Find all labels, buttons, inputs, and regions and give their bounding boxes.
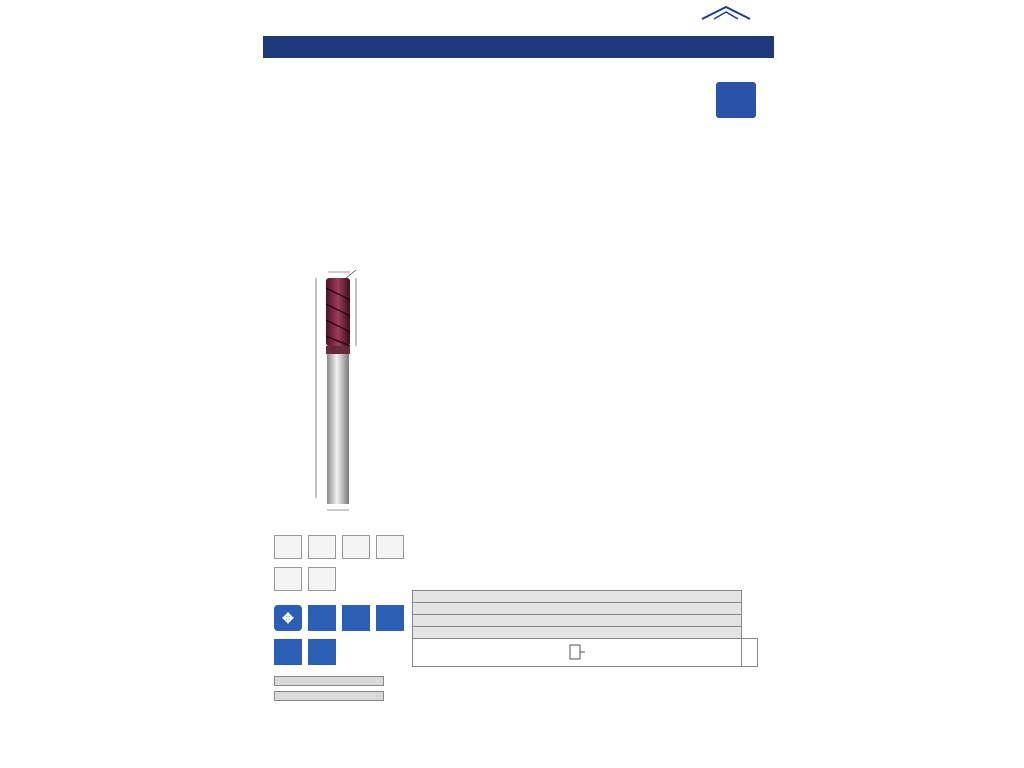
unico-coating-icon bbox=[342, 605, 370, 631]
flute-section bbox=[326, 278, 350, 346]
cut-diagram-icon bbox=[413, 639, 742, 667]
d-tolerance-title bbox=[275, 677, 384, 686]
flute-count-icon: ✥ bbox=[274, 605, 302, 631]
product-title-bar bbox=[263, 36, 774, 58]
region-badge bbox=[716, 82, 756, 118]
tool-drawing bbox=[296, 258, 386, 518]
shank bbox=[327, 354, 349, 504]
material-header bbox=[413, 591, 742, 603]
cutting-conditions-table bbox=[412, 590, 758, 667]
hardness-label bbox=[413, 603, 742, 615]
tolerance-table bbox=[274, 676, 384, 701]
slotting-icon bbox=[308, 535, 336, 559]
hardness-icon bbox=[308, 639, 336, 665]
dia-label bbox=[413, 627, 742, 639]
ramping-icon bbox=[308, 567, 336, 591]
corner-radius-icon bbox=[376, 605, 404, 631]
mg-icon bbox=[308, 605, 336, 631]
brand-logo bbox=[688, 6, 770, 36]
shoulder-milling-icon bbox=[342, 535, 370, 559]
r-tolerance-title bbox=[275, 692, 384, 701]
pocket-icon bbox=[274, 567, 302, 591]
profiling-icon bbox=[376, 535, 404, 559]
helix-angle-icon bbox=[274, 639, 302, 665]
side-milling-icon bbox=[274, 535, 302, 559]
vc-label bbox=[413, 615, 742, 627]
